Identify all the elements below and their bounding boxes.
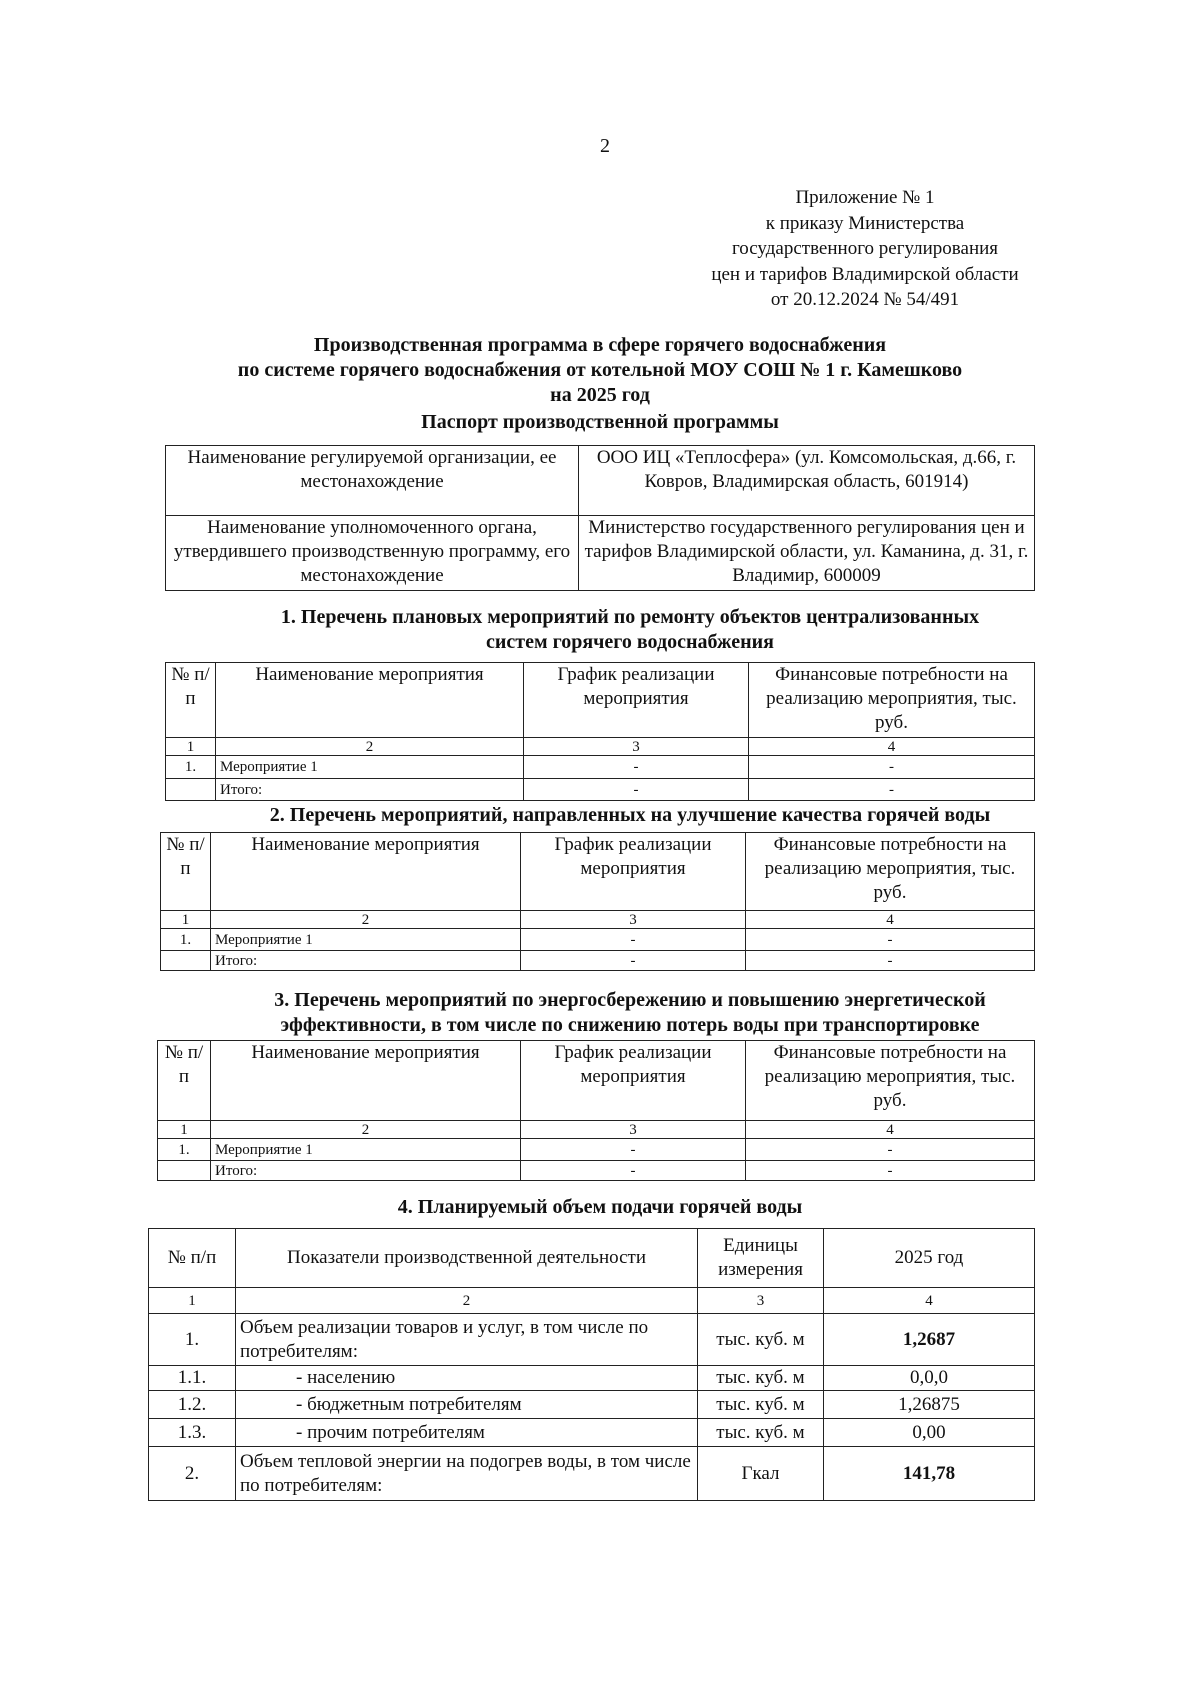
- total-finance: -: [749, 779, 1035, 801]
- row-finance: -: [749, 756, 1035, 779]
- row-value: 0,0,0: [824, 1366, 1035, 1391]
- table-row: [149, 1419, 1035, 1447]
- row-num: 1.: [166, 756, 216, 779]
- row-indicator: Объем реализации товаров и услуг, в том числе по потребителям:: [236, 1314, 698, 1366]
- total-label: Итого:: [211, 951, 521, 971]
- measures-table-3: [157, 1040, 1035, 1181]
- row-finance: -: [746, 929, 1035, 951]
- col-num-header: № п/п: [166, 663, 216, 738]
- row-finance: -: [746, 1139, 1035, 1161]
- col-index: 2: [216, 738, 524, 756]
- title-line: Производственная программа в сфере горячего водоснабжения: [313, 334, 887, 356]
- total-schedule: -: [524, 779, 749, 801]
- table-row: [149, 1366, 1035, 1391]
- col-index: 2: [236, 1288, 698, 1314]
- row-indicator: - прочим потребителям: [236, 1419, 698, 1447]
- page-number: 2: [600, 135, 610, 157]
- title-line: на 2025 год: [550, 384, 650, 406]
- col-index: 4: [746, 1121, 1035, 1139]
- section-1-title: 1. Перечень плановых мероприятий по ремонту объектов централизованных систем горячего водоснабжения: [280, 606, 980, 653]
- appendix-line: Приложение № 1: [795, 187, 935, 208]
- row-unit: тыс. куб. м: [698, 1366, 824, 1391]
- col-indicator-header: Показатели производственной деятельности: [236, 1229, 698, 1288]
- total-schedule: -: [521, 1161, 746, 1181]
- col-schedule-header: График реализации мероприятия: [521, 833, 746, 911]
- row-indicator: - населению: [236, 1366, 698, 1391]
- measures-table-2: [160, 832, 1035, 971]
- col-index: 3: [524, 738, 749, 756]
- passport-value: ООО ИЦ «Теплосфера» (ул. Комсомольская, д.66, г. Ковров, Владимирская область, 601914): [579, 446, 1035, 516]
- col-index: 3: [698, 1288, 824, 1314]
- col-index: 1: [149, 1288, 236, 1314]
- row-unit: тыс. куб. м: [698, 1419, 824, 1447]
- col-year-header: 2025 год: [824, 1229, 1035, 1288]
- col-index: 4: [749, 738, 1035, 756]
- row-value: 1,2687: [824, 1314, 1035, 1366]
- col-index: 3: [521, 911, 746, 929]
- row-schedule: -: [524, 756, 749, 779]
- total-label: Итого:: [216, 779, 524, 801]
- row-schedule: -: [521, 929, 746, 951]
- total-label: Итого:: [211, 1161, 521, 1181]
- row-num: 1.3.: [149, 1419, 236, 1447]
- document-title: [160, 333, 1040, 408]
- title-line: по системе горячего водоснабжения от котельной МОУ СОШ № 1 г. Камешково: [237, 359, 963, 381]
- appendix-line: государственного регулирования: [731, 238, 999, 259]
- row-num: 1.2.: [149, 1391, 236, 1419]
- col-index: 3: [521, 1121, 746, 1139]
- measures-table-1: [165, 662, 1035, 801]
- row-name: Мероприятие 1: [216, 756, 524, 779]
- section-3-title: 3. Перечень мероприятий по энергосбережению и повышению энергетической эффективности, в том числе по снижению потерь воды при транспортировке: [274, 989, 986, 1036]
- col-unit-header: Единицы измерения: [698, 1229, 824, 1288]
- col-num-header: № п/п: [158, 1041, 211, 1121]
- col-index: 1: [161, 911, 211, 929]
- section-2-title: 2. Перечень мероприятий, направленных на улучшение качества горячей воды: [269, 804, 991, 826]
- col-index: 1: [158, 1121, 211, 1139]
- row-num: 1.: [161, 929, 211, 951]
- col-name-header: Наименование мероприятия: [211, 833, 521, 911]
- col-schedule-header: График реализации мероприятия: [521, 1041, 746, 1121]
- appendix-line: от 20.12.2024 № 54/491: [770, 289, 960, 310]
- col-finance-header: Финансовые потребности на реализацию мероприятия, тыс. руб.: [746, 1041, 1035, 1121]
- row-indicator: Объем тепловой энергии на подогрев воды, в том числе по потребителям:: [236, 1447, 698, 1501]
- col-finance-header: Финансовые потребности на реализацию мероприятия, тыс. руб.: [746, 833, 1035, 911]
- passport-value: Министерство государственного регулирования цен и тарифов Владимирской области, ул. Каманина, д. 31, г. Владимир, 600009: [579, 516, 1035, 591]
- col-num-header: № п/п: [161, 833, 211, 911]
- row-unit: Гкал: [698, 1447, 824, 1501]
- row-num: 1.1.: [149, 1366, 236, 1391]
- table-row: [149, 1314, 1035, 1366]
- col-index: 4: [824, 1288, 1035, 1314]
- passport-table: [165, 445, 1035, 591]
- total-schedule: -: [521, 951, 746, 971]
- appendix-line: цен и тарифов Владимирской области: [711, 263, 1019, 285]
- volume-table: [148, 1228, 1035, 1501]
- row-num: 1.: [158, 1139, 211, 1161]
- col-index: 2: [211, 911, 521, 929]
- appendix-line: к приказу Министерства: [765, 212, 965, 234]
- col-index: 2: [211, 1121, 521, 1139]
- col-index: 4: [746, 911, 1035, 929]
- row-num: 2.: [149, 1447, 236, 1501]
- row-num: [166, 779, 216, 801]
- row-indicator: - бюджетным потребителям: [236, 1391, 698, 1419]
- row-num: [161, 951, 211, 971]
- row-unit: тыс. куб. м: [698, 1314, 824, 1366]
- row-schedule: -: [521, 1139, 746, 1161]
- appendix-note: [700, 185, 1030, 313]
- section-4-title: 4. Планируемый объем подачи горячей воды: [397, 1196, 803, 1218]
- row-num: 1.: [149, 1314, 236, 1366]
- row-value: 0,00: [824, 1419, 1035, 1447]
- col-schedule-header: График реализации мероприятия: [524, 663, 749, 738]
- col-num-header: № п/п: [149, 1229, 236, 1288]
- col-name-header: Наименование мероприятия: [216, 663, 524, 738]
- table-row: [149, 1391, 1035, 1419]
- row-value: 1,26875: [824, 1391, 1035, 1419]
- passport-heading: Паспорт производственной программы: [421, 411, 779, 433]
- row-name: Мероприятие 1: [211, 1139, 521, 1161]
- total-finance: -: [746, 1161, 1035, 1181]
- row-name: Мероприятие 1: [211, 929, 521, 951]
- table-row: [149, 1447, 1035, 1501]
- total-finance: -: [746, 951, 1035, 971]
- row-num: [158, 1161, 211, 1181]
- row-unit: тыс. куб. м: [698, 1391, 824, 1419]
- col-name-header: Наименование мероприятия: [211, 1041, 521, 1121]
- col-index: 1: [166, 738, 216, 756]
- row-value: 141,78: [824, 1447, 1035, 1501]
- col-finance-header: Финансовые потребности на реализацию мероприятия, тыс. руб.: [749, 663, 1035, 738]
- passport-label: Наименование регулируемой организации, ее местонахождение: [166, 446, 579, 516]
- passport-label: Наименование уполномоченного органа, утвердившего производственную программу, его местонахождение: [166, 516, 579, 591]
